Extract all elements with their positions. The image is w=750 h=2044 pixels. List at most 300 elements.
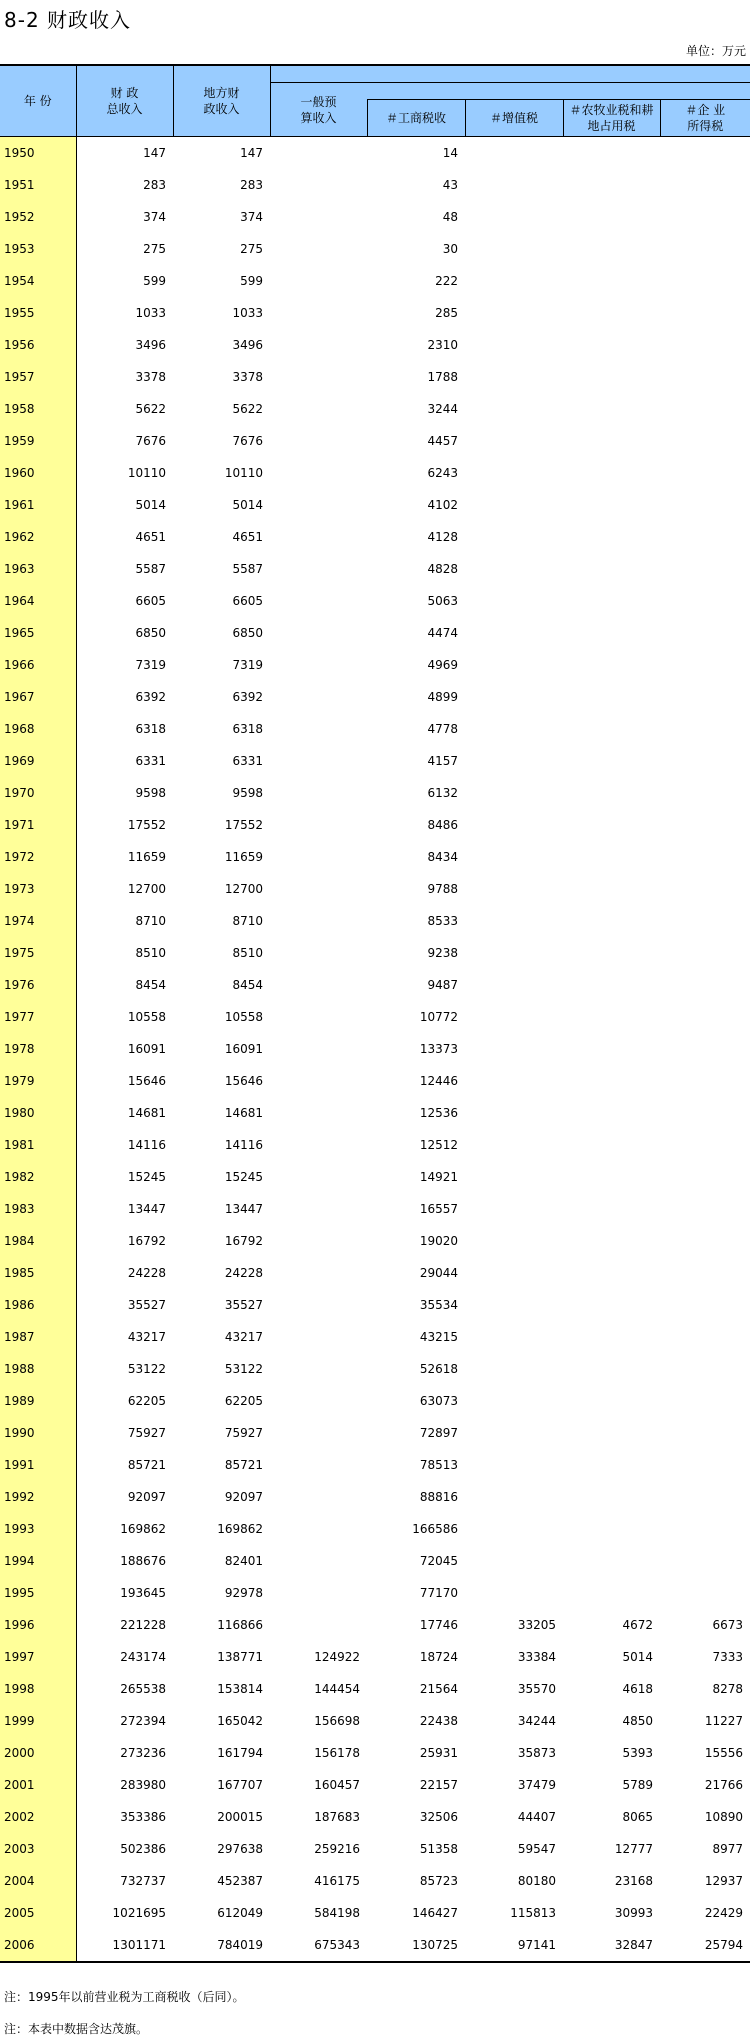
cell-business-tax: 72045	[419, 1554, 458, 1568]
cell-year: 1969	[0, 745, 76, 777]
cell-agri-tax	[563, 137, 660, 170]
cell-local: 8454	[232, 978, 263, 992]
cell-corp-tax	[660, 745, 750, 777]
cell-general	[270, 1065, 367, 1097]
cell-general	[270, 1129, 367, 1161]
cell-business-tax: 3244	[427, 402, 458, 416]
table-row	[0, 457, 750, 489]
table-row	[0, 1833, 750, 1865]
cell-general	[270, 809, 367, 841]
table-row	[0, 1129, 750, 1161]
table-row	[0, 1449, 750, 1481]
cell-year: 2005	[0, 1897, 76, 1929]
cell-vat: 33205	[517, 1618, 556, 1632]
cell-agri-tax	[563, 1321, 660, 1353]
cell-corp-tax	[660, 489, 750, 521]
header-spacer-mid	[367, 83, 750, 100]
cell-agri-tax	[563, 809, 660, 841]
cell-agri-tax	[563, 1545, 660, 1577]
cell-total: 169862	[120, 1522, 166, 1536]
cell-total: 599	[143, 274, 166, 288]
cell-total: 53122	[127, 1362, 166, 1376]
cell-local: 24228	[224, 1266, 263, 1280]
cell-vat	[465, 1321, 563, 1353]
footnote-2: 注：本表中数据含达茂旗。	[4, 2022, 149, 2036]
cell-general: 156698	[314, 1714, 360, 1728]
cell-general	[270, 969, 367, 1001]
cell-total: 283980	[120, 1778, 166, 1792]
cell-business-tax: 9788	[427, 882, 458, 896]
cell-year: 1963	[0, 553, 76, 585]
cell-vat	[465, 713, 563, 745]
cell-vat: 35570	[517, 1682, 556, 1696]
cell-year: 1966	[0, 649, 76, 681]
cell-agri-tax	[563, 1001, 660, 1033]
cell-corp-tax	[660, 393, 750, 425]
cell-total: 374	[143, 210, 166, 224]
table-row	[0, 1001, 750, 1033]
cell-general	[270, 1513, 367, 1545]
table-row	[0, 1033, 750, 1065]
cell-total: 13447	[127, 1202, 166, 1216]
table-row	[0, 1225, 750, 1257]
cell-vat	[465, 1449, 563, 1481]
cell-general: 124922	[314, 1650, 360, 1664]
cell-general	[270, 265, 367, 297]
table-row	[0, 1641, 750, 1673]
table-row	[0, 777, 750, 809]
cell-agri-tax	[563, 873, 660, 905]
header-general-budget: 一般预 算收入	[270, 83, 367, 137]
cell-year: 1976	[0, 969, 76, 1001]
table-row	[0, 553, 750, 585]
cell-vat	[465, 969, 563, 1001]
cell-corp-tax: 22429	[704, 1906, 744, 1920]
cell-business-tax: 12512	[419, 1138, 458, 1152]
cell-vat	[465, 1033, 563, 1065]
cell-corp-tax	[660, 457, 750, 489]
cell-agri-tax	[563, 1577, 660, 1609]
cell-agri-tax	[563, 169, 660, 201]
cell-vat: 35873	[517, 1746, 556, 1760]
cell-vat: 115813	[510, 1906, 556, 1920]
table-row	[0, 1609, 750, 1641]
cell-total: 193645	[120, 1586, 166, 1600]
cell-business-tax: 12536	[419, 1106, 458, 1120]
cell-year: 1987	[0, 1321, 76, 1353]
cell-corp-tax	[660, 1353, 750, 1385]
cell-business-tax: 51358	[419, 1842, 458, 1856]
cell-corp-tax	[660, 297, 750, 329]
cell-local: 75927	[224, 1426, 263, 1440]
cell-year: 1986	[0, 1289, 76, 1321]
header-local-revenue: 地方财 政收入	[173, 65, 270, 137]
cell-total: 7319	[135, 658, 166, 672]
cell-general	[270, 1577, 367, 1609]
table-row	[0, 1897, 750, 1929]
cell-corp-tax: 12937	[704, 1874, 744, 1888]
cell-year: 1965	[0, 617, 76, 649]
cell-corp-tax	[660, 1417, 750, 1449]
cell-vat	[465, 1577, 563, 1609]
table-row	[0, 841, 750, 873]
cell-corp-tax	[660, 1097, 750, 1129]
cell-total: 24228	[127, 1266, 166, 1280]
cell-vat	[465, 905, 563, 937]
cell-business-tax: 130725	[367, 1929, 465, 1962]
cell-agri-tax	[563, 521, 660, 553]
cell-agri-tax	[563, 1097, 660, 1129]
cell-general	[270, 681, 367, 713]
cell-total: 283	[143, 178, 166, 192]
table-row	[0, 1353, 750, 1385]
cell-general	[270, 1289, 367, 1321]
cell-business-tax: 43	[442, 178, 458, 192]
cell-agri-tax: 32847	[563, 1929, 660, 1962]
cell-vat	[465, 1545, 563, 1577]
cell-local: 5622	[232, 402, 263, 416]
table-row	[0, 1321, 750, 1353]
cell-corp-tax	[660, 201, 750, 233]
cell-business-tax: 4899	[427, 690, 458, 704]
cell-year: 1990	[0, 1417, 76, 1449]
cell-total: 10110	[127, 466, 166, 480]
cell-year: 2000	[0, 1737, 76, 1769]
cell-local: 6392	[232, 690, 263, 704]
cell-local: 92978	[224, 1586, 263, 1600]
table-body	[0, 137, 750, 1963]
cell-total: 12700	[127, 882, 166, 896]
cell-agri-tax	[563, 1385, 660, 1417]
cell-local: 16792	[224, 1234, 263, 1248]
cell-total: 14681	[127, 1106, 166, 1120]
cell-vat	[465, 361, 563, 393]
cell-vat	[465, 489, 563, 521]
table-row	[0, 1257, 750, 1289]
cell-year: 1993	[0, 1513, 76, 1545]
cell-business-tax: 48	[442, 210, 458, 224]
cell-vat	[465, 521, 563, 553]
table-row	[0, 1769, 750, 1801]
cell-total: 1033	[135, 306, 166, 320]
cell-year: 2003	[0, 1833, 76, 1865]
cell-vat	[465, 585, 563, 617]
cell-total: 272394	[120, 1714, 166, 1728]
cell-vat	[465, 873, 563, 905]
cell-year: 1957	[0, 361, 76, 393]
cell-corp-tax	[660, 1321, 750, 1353]
cell-corp-tax	[660, 1033, 750, 1065]
cell-year: 1992	[0, 1481, 76, 1513]
cell-corp-tax	[660, 1129, 750, 1161]
cell-total: 10558	[127, 1010, 166, 1024]
cell-business-tax: 16557	[419, 1202, 458, 1216]
table-row	[0, 1801, 750, 1833]
cell-business-tax: 72897	[419, 1426, 458, 1440]
cell-general	[270, 169, 367, 201]
cell-year: 1955	[0, 297, 76, 329]
table-row	[0, 1929, 750, 1962]
cell-total: 275	[143, 242, 166, 256]
cell-corp-tax	[660, 265, 750, 297]
cell-vat: 97141	[465, 1929, 563, 1962]
cell-vat	[465, 297, 563, 329]
table-row	[0, 521, 750, 553]
cell-general	[270, 425, 367, 457]
cell-business-tax: 21564	[419, 1682, 458, 1696]
table-row	[0, 329, 750, 361]
cell-agri-tax	[563, 361, 660, 393]
cell-local: 14116	[224, 1138, 263, 1152]
cell-total: 8454	[135, 978, 166, 992]
header-spacer-top	[270, 65, 750, 83]
cell-corp-tax	[660, 937, 750, 969]
table-row	[0, 969, 750, 1001]
cell-local: 85721	[224, 1458, 263, 1472]
cell-corp-tax	[660, 1257, 750, 1289]
cell-agri-tax	[563, 1065, 660, 1097]
cell-general	[270, 713, 367, 745]
cell-agri-tax	[563, 777, 660, 809]
cell-local: 612049	[217, 1906, 263, 1920]
cell-agri-tax	[563, 649, 660, 681]
cell-agri-tax: 5789	[622, 1778, 653, 1792]
cell-total: 353386	[120, 1810, 166, 1824]
cell-local: 5587	[232, 562, 263, 576]
cell-business-tax: 4457	[427, 434, 458, 448]
cell-year: 1960	[0, 457, 76, 489]
cell-business-tax: 5063	[427, 594, 458, 608]
cell-vat: 37479	[517, 1778, 556, 1792]
cell-year: 1971	[0, 809, 76, 841]
cell-local: 10110	[224, 466, 263, 480]
cell-corp-tax	[660, 681, 750, 713]
cell-year: 1951	[0, 169, 76, 201]
cell-business-tax: 8486	[427, 818, 458, 832]
cell-total: 1301171	[76, 1929, 173, 1962]
cell-total: 14116	[127, 1138, 166, 1152]
fiscal-revenue-table	[0, 64, 750, 1963]
cell-agri-tax	[563, 969, 660, 1001]
cell-agri-tax: 5393	[622, 1746, 653, 1760]
cell-year: 1953	[0, 233, 76, 265]
cell-corp-tax	[660, 553, 750, 585]
table-row	[0, 1065, 750, 1097]
cell-corp-tax	[660, 1289, 750, 1321]
cell-general	[270, 329, 367, 361]
cell-business-tax: 4157	[427, 754, 458, 768]
cell-general: 156178	[314, 1746, 360, 1760]
cell-total: 6392	[135, 690, 166, 704]
cell-total: 17552	[127, 818, 166, 832]
cell-year: 1982	[0, 1161, 76, 1193]
table-row	[0, 233, 750, 265]
cell-local: 165042	[217, 1714, 263, 1728]
cell-total: 16792	[127, 1234, 166, 1248]
cell-corp-tax	[660, 1225, 750, 1257]
cell-general	[270, 1449, 367, 1481]
cell-vat	[465, 137, 563, 170]
cell-business-tax: 4102	[427, 498, 458, 512]
cell-total: 221228	[120, 1618, 166, 1632]
cell-agri-tax: 8065	[622, 1810, 653, 1824]
cell-general	[270, 905, 367, 937]
cell-year: 1988	[0, 1353, 76, 1385]
cell-corp-tax: 8977	[712, 1842, 744, 1856]
cell-vat	[465, 681, 563, 713]
cell-business-tax: 4969	[427, 658, 458, 672]
cell-local: 10558	[224, 1010, 263, 1024]
cell-total: 75927	[127, 1426, 166, 1440]
cell-local: 6331	[232, 754, 263, 768]
cell-year: 1972	[0, 841, 76, 873]
cell-business-tax: 166586	[412, 1522, 458, 1536]
cell-general	[270, 649, 367, 681]
cell-corp-tax: 21766	[704, 1778, 744, 1792]
cell-general	[270, 393, 367, 425]
cell-local: 275	[240, 242, 263, 256]
cell-year: 1994	[0, 1545, 76, 1577]
cell-vat	[465, 1417, 563, 1449]
header-total-revenue: 财 政 总收入	[76, 65, 173, 137]
table-row	[0, 873, 750, 905]
cell-corp-tax: 11227	[704, 1714, 744, 1728]
table-row	[0, 137, 750, 170]
cell-business-tax: 43215	[419, 1330, 458, 1344]
table-row	[0, 1545, 750, 1577]
cell-local: 4651	[232, 530, 263, 544]
cell-local: 92097	[224, 1490, 263, 1504]
cell-corp-tax	[660, 1513, 750, 1545]
cell-year: 1980	[0, 1097, 76, 1129]
cell-business-tax: 77170	[419, 1586, 458, 1600]
table-row	[0, 297, 750, 329]
cell-agri-tax	[563, 1353, 660, 1385]
table-row	[0, 425, 750, 457]
cell-corp-tax	[660, 969, 750, 1001]
cell-total: 6605	[135, 594, 166, 608]
cell-year: 1974	[0, 905, 76, 937]
page-title: 8-2 财政收入	[4, 8, 132, 32]
table-row	[0, 265, 750, 297]
cell-general	[270, 1417, 367, 1449]
cell-total: 9598	[135, 786, 166, 800]
cell-total: 3496	[135, 338, 166, 352]
cell-local: 7319	[232, 658, 263, 672]
cell-local: 297638	[217, 1842, 263, 1856]
cell-agri-tax	[563, 201, 660, 233]
cell-general	[270, 777, 367, 809]
cell-local: 6605	[232, 594, 263, 608]
cell-corp-tax	[660, 169, 750, 201]
cell-general: 259216	[314, 1842, 360, 1856]
cell-corp-tax	[660, 713, 750, 745]
header-vat: ＃增值税	[465, 100, 563, 137]
cell-agri-tax	[563, 393, 660, 425]
cell-total: 11659	[127, 850, 166, 864]
cell-agri-tax	[563, 489, 660, 521]
cell-local: 16091	[224, 1042, 263, 1056]
cell-year: 1995	[0, 1577, 76, 1609]
cell-agri-tax	[563, 1193, 660, 1225]
cell-local: 169862	[217, 1522, 263, 1536]
cell-business-tax: 52618	[419, 1362, 458, 1376]
table-row	[0, 1417, 750, 1449]
cell-business-tax: 6243	[427, 466, 458, 480]
cell-year: 1989	[0, 1385, 76, 1417]
cell-vat	[465, 1513, 563, 1545]
cell-agri-tax	[563, 1129, 660, 1161]
cell-vat	[465, 617, 563, 649]
cell-business-tax: 285	[435, 306, 458, 320]
cell-general	[270, 521, 367, 553]
cell-vat	[465, 425, 563, 457]
cell-business-tax: 30	[442, 242, 458, 256]
footnote-1: 注：1995年以前营业税为工商税收（后同）。	[4, 1990, 245, 2004]
cell-total: 502386	[120, 1842, 166, 1856]
table-row	[0, 809, 750, 841]
cell-total: 243174	[120, 1650, 166, 1664]
cell-general: 144454	[314, 1682, 360, 1696]
cell-local: 9598	[232, 786, 263, 800]
cell-agri-tax: 23168	[614, 1874, 653, 1888]
table-row	[0, 713, 750, 745]
table-row	[0, 681, 750, 713]
table-row	[0, 1673, 750, 1705]
cell-business-tax: 6132	[427, 786, 458, 800]
cell-year: 1962	[0, 521, 76, 553]
cell-business-tax: 14	[442, 146, 458, 160]
cell-business-tax: 85723	[419, 1874, 458, 1888]
table-row	[0, 1097, 750, 1129]
cell-local: 14681	[224, 1106, 263, 1120]
cell-local: 7676	[232, 434, 263, 448]
cell-corp-tax	[660, 777, 750, 809]
cell-total: 43217	[127, 1330, 166, 1344]
cell-vat	[465, 841, 563, 873]
cell-corp-tax: 6673	[712, 1618, 744, 1632]
cell-year: 1997	[0, 1641, 76, 1673]
cell-total: 188676	[120, 1554, 166, 1568]
cell-business-tax: 9238	[427, 946, 458, 960]
cell-vat	[465, 1129, 563, 1161]
cell-business-tax: 13373	[419, 1042, 458, 1056]
cell-agri-tax	[563, 841, 660, 873]
cell-business-tax: 146427	[412, 1906, 458, 1920]
cell-year: 1978	[0, 1033, 76, 1065]
cell-local: 15646	[224, 1074, 263, 1088]
cell-year: 1973	[0, 873, 76, 905]
cell-general	[270, 1545, 367, 1577]
cell-local: 82401	[224, 1554, 263, 1568]
cell-general	[270, 137, 367, 170]
cell-local: 53122	[224, 1362, 263, 1376]
unit-label: 单位：万元	[685, 44, 746, 58]
cell-agri-tax	[563, 1289, 660, 1321]
cell-vat	[465, 1001, 563, 1033]
cell-local: 35527	[224, 1298, 263, 1312]
cell-year: 1999	[0, 1705, 76, 1737]
cell-total: 85721	[127, 1458, 166, 1472]
cell-vat	[465, 201, 563, 233]
cell-local: 12700	[224, 882, 263, 896]
cell-agri-tax: 4850	[622, 1714, 653, 1728]
cell-corp-tax	[660, 809, 750, 841]
cell-year: 1952	[0, 201, 76, 233]
cell-local: 43217	[224, 1330, 263, 1344]
cell-general	[270, 1193, 367, 1225]
cell-general	[270, 841, 367, 873]
